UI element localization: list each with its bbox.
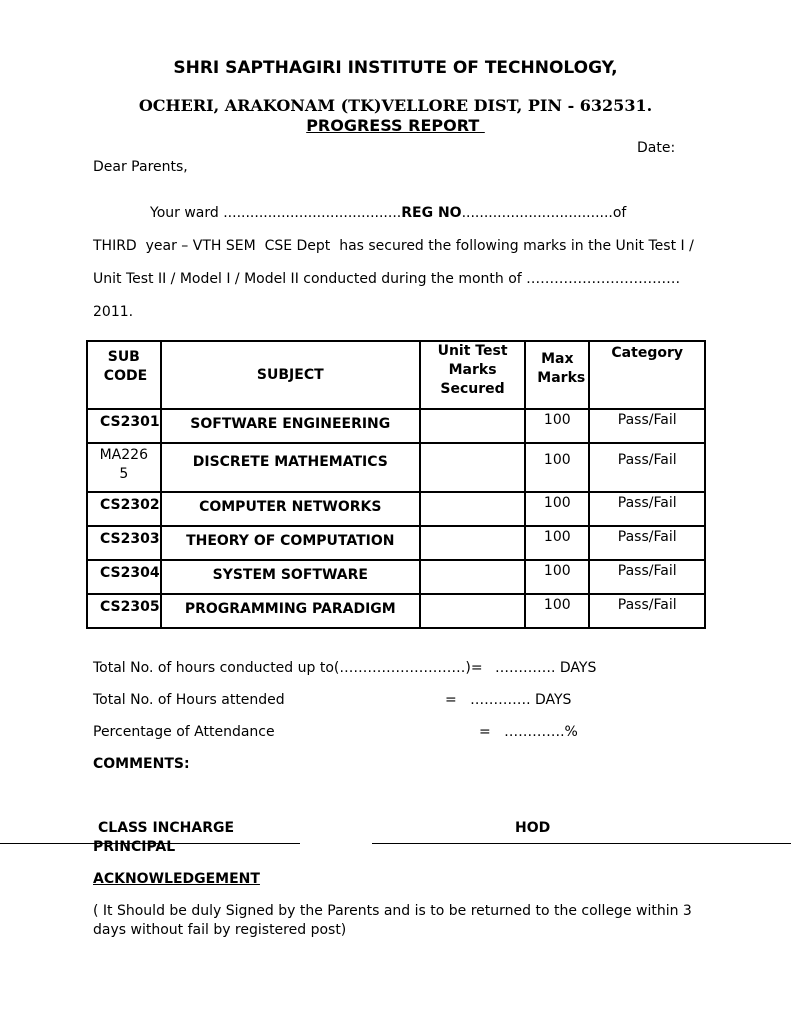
max-marks-cell: 100 (525, 594, 589, 628)
class-incharge-label: CLASS INCHARGE (98, 820, 235, 836)
sub-code-cell: MA2265 (87, 443, 161, 492)
sub-code-cell: CS2303 (87, 526, 161, 560)
category-cell: Pass/Fail (589, 594, 705, 628)
table-row (87, 492, 705, 526)
hours-conducted-value: …………. DAYS (495, 660, 597, 676)
principal-label: PRINCIPAL (93, 839, 176, 855)
percentage-label: Percentage of Attendance (93, 724, 275, 740)
institute-name: SHRI SAPTHAGIRI INSTITUTE OF TECHNOLOGY, (173, 58, 618, 78)
signature-line-right (372, 843, 791, 844)
ward-line (150, 205, 626, 221)
table-row (87, 443, 705, 492)
acknowledgement-line-2: days without fail by registered post) (93, 922, 347, 938)
sub-code-cell: CS2304 (87, 560, 161, 594)
category-cell: Pass/Fail (589, 526, 705, 560)
subject-cell: SYSTEM SOFTWARE (161, 560, 420, 594)
header-sub-code: SUB CODE (87, 341, 161, 409)
report-title: PROGRESS REPORT (306, 116, 485, 135)
percentage-value: = ………….% (479, 724, 578, 740)
header-marks-secured: Unit Test Marks Secured (420, 341, 525, 409)
comments-label: COMMENTS: (93, 756, 190, 772)
max-marks-cell: 100 (525, 560, 589, 594)
table-row (87, 409, 705, 443)
marks-cell[interactable] (420, 526, 525, 560)
category-cell: Pass/Fail (589, 443, 705, 492)
marks-cell[interactable] (420, 443, 525, 492)
acknowledgement-line-1: ( It Should be duly Signed by the Parents and is to be returned to the college within 3 (93, 903, 692, 919)
max-marks-cell: 100 (525, 443, 589, 492)
subject-cell: PROGRAMMING PARADIGM (161, 594, 420, 628)
sub-code-cell: CS2301 (87, 409, 161, 443)
max-marks-cell: 100 (525, 409, 589, 443)
sub-code-cell: CS2305 (87, 594, 161, 628)
ward-line-prefix: Your ward ........................................ (150, 205, 402, 221)
marks-cell[interactable] (420, 492, 525, 526)
reg-no-label: REG NO (401, 205, 462, 221)
header-subject: SUBJECT (161, 341, 420, 409)
category-cell: Pass/Fail (589, 560, 705, 594)
body-line-3: Unit Test II / Model I / Model II conducted during the month of …………………………… (93, 271, 681, 287)
subject-cell: SOFTWARE ENGINEERING (161, 409, 420, 443)
category-cell: Pass/Fail (589, 492, 705, 526)
hours-attended-value: = …………. DAYS (445, 692, 572, 708)
max-marks-cell: 100 (525, 526, 589, 560)
ward-line-suffix: ..................................of (461, 205, 627, 221)
institute-address: OCHERI, ARAKONAM (TK)VELLORE DIST, PIN - 632531. (138, 96, 653, 115)
table-row (87, 594, 705, 628)
header-category: Category (589, 341, 705, 409)
body-line-2: THIRD year – VTH SEM CSE Dept has secured the following marks in the Unit Test I / (93, 238, 694, 254)
body-line-4: 2011. (93, 304, 134, 320)
category-cell: Pass/Fail (589, 409, 705, 443)
header-max-marks: Max Marks (525, 341, 589, 409)
acknowledgement-title: ACKNOWLEDGEMENT (93, 871, 260, 887)
hours-conducted-label: Total No. of hours conducted up to(………………………)= (93, 660, 483, 676)
marks-cell[interactable] (420, 594, 525, 628)
sub-code-cell: CS2302 (87, 492, 161, 526)
marks-cell[interactable] (420, 560, 525, 594)
marks-table (86, 340, 706, 629)
subject-cell: THEORY OF COMPUTATION (161, 526, 420, 560)
subject-cell: COMPUTER NETWORKS (161, 492, 420, 526)
table-header-row (87, 341, 705, 409)
date-label: Date: (637, 140, 676, 156)
marks-cell[interactable] (420, 409, 525, 443)
hours-attended-label: Total No. of Hours attended (93, 692, 285, 708)
hod-label: HOD (515, 820, 551, 836)
max-marks-cell: 100 (525, 492, 589, 526)
subject-cell: DISCRETE MATHEMATICS (161, 443, 420, 492)
table-row (87, 560, 705, 594)
salutation: Dear Parents, (93, 159, 188, 175)
table-row (87, 526, 705, 560)
